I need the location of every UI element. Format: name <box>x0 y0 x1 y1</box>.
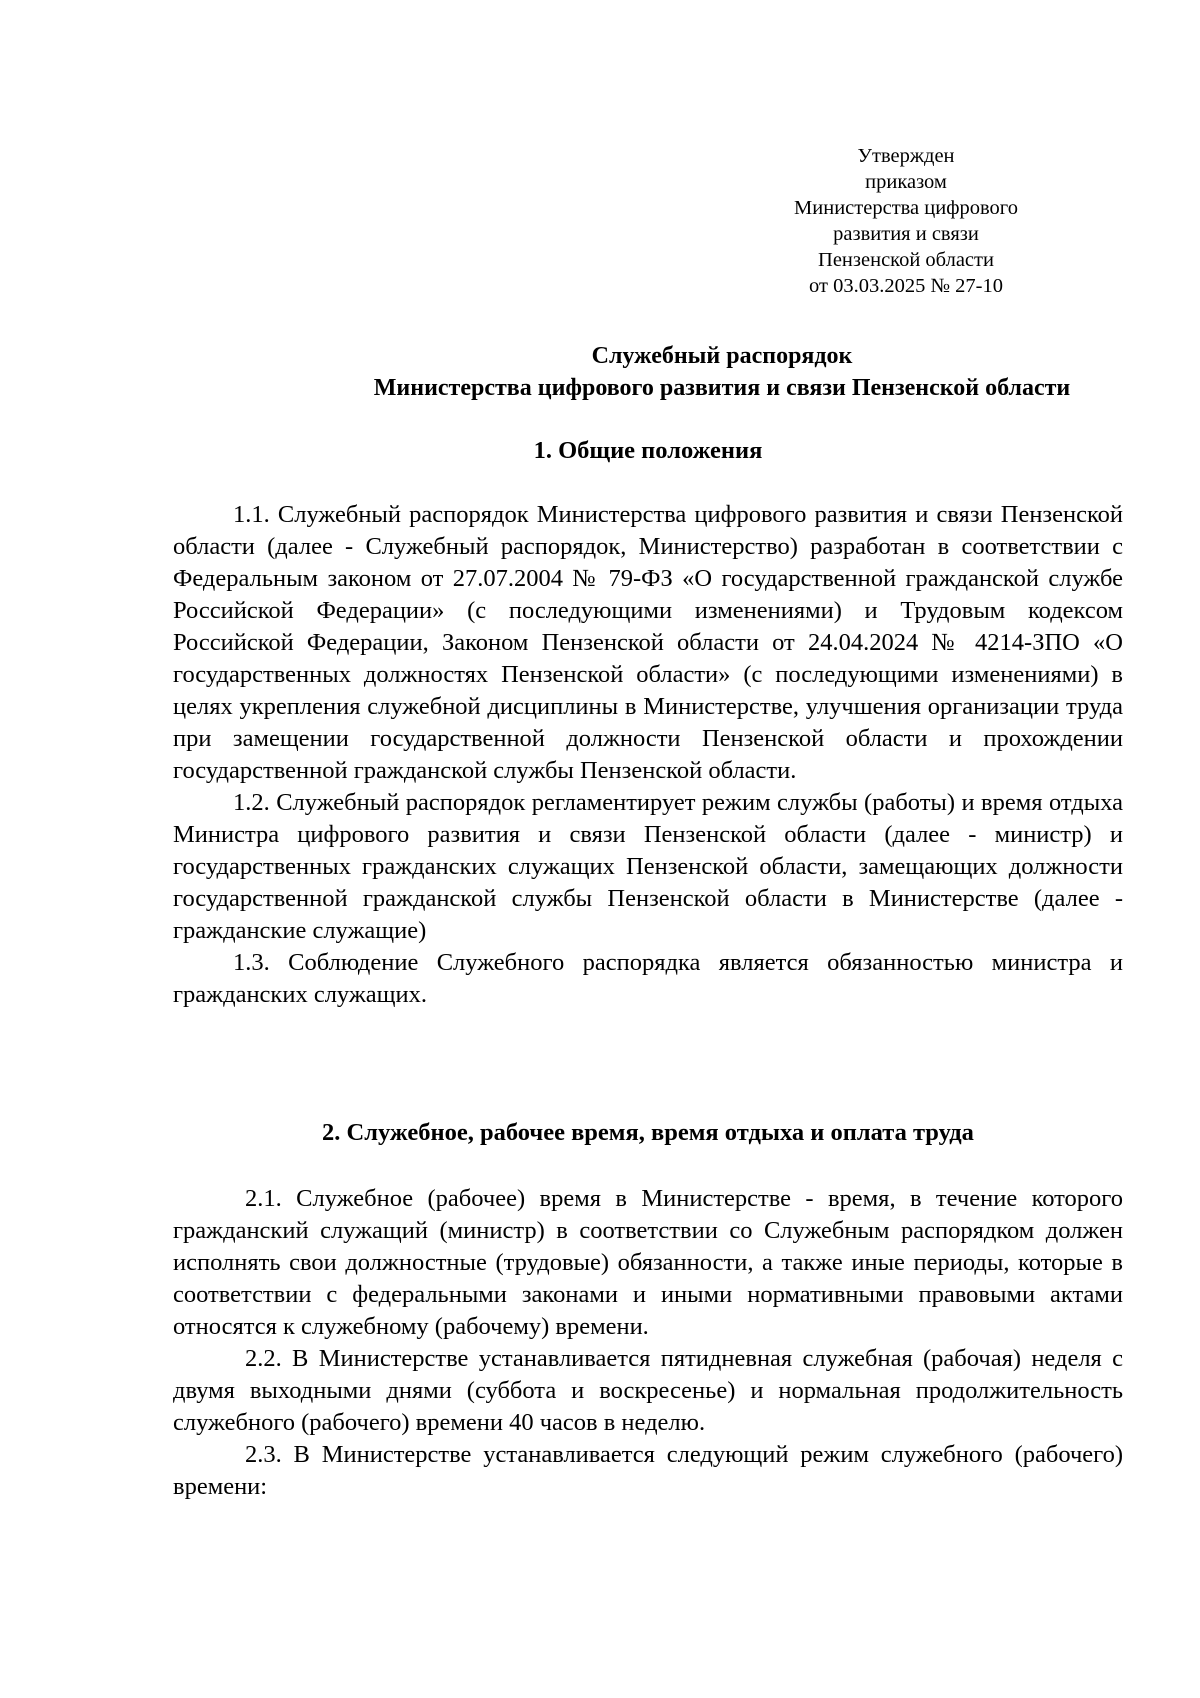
section-heading: 2. Служебное, рабочее время, время отдыха и оплата труда <box>322 1119 974 1146</box>
approval-stamp-block <box>745 143 1067 299</box>
section-heading: 1. Общие положения <box>533 437 763 464</box>
paragraph-1-3: 1.3. Соблюдение Служебного распорядка является обязанностью министра и гражданских служащих. <box>173 949 1123 1008</box>
document-title <box>162 340 1200 404</box>
title-line-2: Министерства цифрового развития и связи Пензенской области <box>373 375 1071 401</box>
approval-line: Министерства цифрового <box>794 197 1018 219</box>
paragraph-2-3: 2.3. В Министерстве устанавливается следующий режим служебного (рабочего) времени: <box>173 1441 1123 1500</box>
section-1 <box>173 435 1123 1011</box>
paragraph-2-1: 2.1. Служебное (рабочее) время в Министерстве - время, в течение которого гражданский служащий (министр) в соответствии со Служебным распорядком должен исполнять свои должностные (трудовые) обязанности, а также иные периоды, которые в соответствии с федеральными законами и иными нормативными правовыми актами относятся к служебному (рабочему) времени. <box>173 1185 1123 1340</box>
paragraph-1-2: 1.2. Служебный распорядок регламентирует режим службы (работы) и время отдыха Министра цифрового развития и связи Пензенской области (далее - министр) и государственных гражданских служащих Пензенской области, замещающих должности государственной гражданской службы Пензенской области в Министерстве (далее - гражданские служащие) <box>173 789 1123 944</box>
approval-line: приказом <box>865 171 947 193</box>
paragraph-1-1: 1.1. Служебный распорядок Министерства цифрового развития и связи Пензенской области (далее - Служебный распорядок, Министерство) разработан в соответствии с Федеральным законом от 27.07.2004 № 79-ФЗ «О государственной гражданской службе Российской Федерации» (с последующими изменениями) и Трудовым кодексом Российской Федерации, Законом Пензенской области от 24.04.2024 № 4214-ЗПО «О государственных должностях Пензенской области» (с последующими изменениями) в целях укрепления служебной дисциплины в Министерстве, улучшения организации труда при замещении государственной должности Пензенской области и прохождении государственной гражданской службы Пензенской области. <box>173 501 1123 784</box>
approval-line: развития и связи <box>833 223 979 245</box>
approval-line: Пензенской области <box>818 249 994 271</box>
paragraph-2-2: 2.2. В Министерстве устанавливается пятидневная служебная (рабочая) неделя с двумя выходными днями (суббота и воскресенье) и нормальная продолжительность служебного (рабочего) времени 40 часов в неделю. <box>173 1345 1123 1436</box>
title-line-1: Служебный распорядок <box>591 343 853 369</box>
section-2 <box>173 1117 1123 1503</box>
approval-line: Утвержден <box>857 145 955 167</box>
approval-line: от 03.03.2025 № 27-10 <box>809 275 1003 297</box>
